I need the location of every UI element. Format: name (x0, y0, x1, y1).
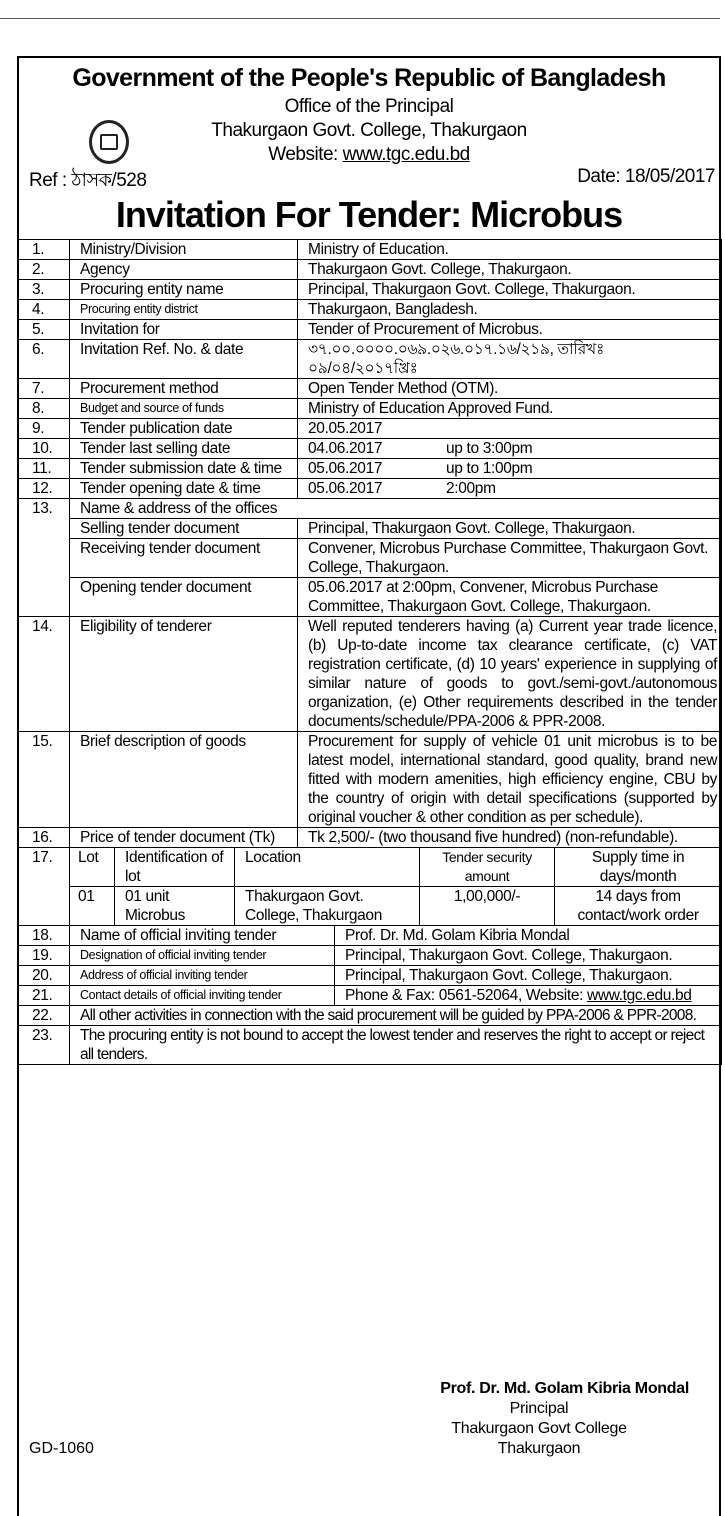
table-row (18, 459, 722, 479)
security-amount: 1,00,000/- (453, 888, 521, 905)
field-value: Thakurgaon, Bangladesh. (308, 301, 478, 318)
row-number: 19. (32, 947, 53, 964)
row-number: 8. (32, 400, 45, 417)
field-label: Invitation Ref. No. & date (80, 341, 244, 358)
field-label: Opening tender document (80, 579, 252, 596)
row-number: 6. (32, 341, 45, 358)
field-label: Invitation for (80, 321, 160, 338)
tender-notice (17, 56, 721, 1516)
field-label: Tender last selling date (80, 440, 231, 457)
row-number: 18. (32, 927, 53, 944)
top-divider (0, 18, 720, 19)
signatory-college: Thakurgaon Govt College (451, 1420, 627, 1437)
location-header: Location (245, 849, 301, 866)
row-number: 16. (32, 829, 53, 846)
field-label: Tender submission date & time (80, 460, 282, 477)
field-value: Well reputed tenderers having (a) Current year trade licence, (b) Up-to-date income tax clearance certificate, (c) VAT registration certificate, (d) 10 years' experience in supplying of similar nature of goods to govt./semi-govt./autonomous organization, (e) Other requirements described in the tender documents/schedule/PPA-2006 & PPR-2008. (308, 618, 718, 730)
table-row (18, 499, 722, 519)
supply-time: 14 days from contact/work order (577, 888, 699, 924)
field-label: Address of official inviting tender (80, 968, 248, 982)
signatory-place: Thakurgaon (497, 1440, 581, 1457)
table-row (18, 300, 722, 320)
row-number: 15. (32, 733, 53, 750)
clause-text: The procuring entity is not bound to accept the lowest tender and reserves the right to accept or reject all tenders. (80, 1027, 705, 1063)
table-row (18, 320, 722, 340)
field-value: Thakurgaon Govt. College, Thakurgaon. (308, 261, 572, 278)
row-number: 23. (32, 1027, 53, 1044)
row-number: 14. (32, 618, 53, 635)
lot-identification: 01 unit Microbus (125, 888, 186, 924)
field-label: Selling tender document (80, 520, 240, 537)
field-value: ৩৭.০০.০০০০.০৬৯.০২৬.০১৭.১৬/২১৯, তারিখঃ ০৯/০৪/২০১৭খ্রিঃ (308, 341, 605, 377)
table-row (18, 926, 722, 946)
supply-header: Supply time in days/month (591, 849, 685, 885)
field-value: Principal, Thakurgaon Govt. College, Thakurgaon. (308, 520, 636, 537)
table-row (18, 986, 722, 1006)
table-row (18, 379, 722, 399)
row-number: 13. (32, 500, 53, 517)
tender-table (17, 239, 722, 1065)
table-row (18, 260, 722, 280)
clause-text: All other activities in connection with the said procurement will be guided by PPA-2006 & PPR-2008. (80, 1007, 697, 1024)
field-value: Principal, Thakurgaon Govt. College, Thakurgaon. (308, 281, 636, 298)
field-value: 05.06.2017 (308, 460, 383, 477)
college-line: Thakurgaon Govt. College, Thakurgaon (211, 120, 527, 141)
field-value: Ministry of Education Approved Fund. (308, 400, 554, 417)
field-label: Ministry/Division (80, 241, 187, 258)
table-row (18, 617, 722, 732)
website-link[interactable]: www.tgc.edu.bd (342, 144, 470, 165)
website-link[interactable]: www.tgc.edu.bd (587, 987, 692, 1004)
field-value: Prof. Dr. Md. Golam Kibria Mondal (345, 927, 570, 944)
table-subrow (18, 539, 722, 578)
field-label: Agency (80, 261, 130, 278)
security-header: Tender security amount (442, 849, 532, 884)
field-label: Price of tender document (Tk) (80, 829, 275, 846)
field-label: Budget and source of funds (80, 401, 224, 415)
field-label: Tender opening date & time (80, 480, 261, 497)
field-value: 04.06.2017 (308, 440, 383, 457)
field-time: up to 1:00pm (446, 460, 533, 477)
field-value: Tender of Procurement of Microbus. (308, 321, 543, 338)
table-row (18, 479, 722, 499)
field-label: Brief description of goods (80, 733, 246, 750)
reference-number: Ref : ঠাসক/528 (29, 170, 147, 191)
identification-header: Identification of lot (125, 849, 224, 885)
field-value: 05.06.2017 at 2:00pm, Convener, Microbus Purchase Committee, Thakurgaon Govt. College, Thakurgaon. (308, 579, 658, 615)
signatory-name: Prof. Dr. Md. Golam Kibria Mondal (440, 1380, 689, 1397)
table-row (18, 419, 722, 439)
field-label: Contact details of official inviting tender (80, 988, 282, 1002)
field-label: Name & address of the offices (80, 500, 278, 517)
table-row (18, 828, 722, 848)
table-row (18, 340, 722, 379)
office-line: Office of the Principal (284, 96, 454, 117)
table-subrow (18, 519, 722, 539)
row-number: 4. (32, 301, 45, 318)
table-row (18, 280, 722, 300)
field-value: 05.06.2017 (308, 480, 383, 497)
field-label: Procuring entity name (80, 281, 224, 298)
table-row (18, 439, 722, 459)
table-row (18, 1006, 722, 1026)
field-label: Receiving tender document (80, 540, 260, 557)
table-row (18, 966, 722, 986)
row-number: 2. (32, 261, 45, 278)
row-number: 3. (32, 281, 45, 298)
lot-number: 01 (78, 888, 95, 905)
row-number: 17. (32, 849, 53, 866)
field-value: Procurement for supply of vehicle 01 unit microbus is to be latest model, international standard, good quality, brand new fitted with modern amenities, high efficiency engine, CBU by the country of origin with detail specifications (supported by original voucher & other condition as per schedule). (308, 733, 718, 826)
table-subrow (18, 578, 722, 617)
field-time: 2:00pm (446, 480, 496, 497)
notice-date: Date: 18/05/2017 (577, 166, 715, 187)
table-row (18, 732, 722, 828)
field-value: Principal, Thakurgaon Govt. College, Thakurgaon. (345, 947, 673, 964)
lot-row (18, 887, 722, 926)
signatory-designation: Principal (509, 1400, 569, 1417)
row-number: 7. (32, 380, 45, 397)
lot-header-row (18, 848, 722, 887)
row-number: 20. (32, 967, 53, 984)
field-label: Procurement method (80, 380, 219, 397)
field-time: up to 3:00pm (446, 440, 533, 457)
row-number: 12. (32, 480, 53, 497)
field-label: Designation of official inviting tender (80, 948, 267, 962)
field-value: Tk 2,500/- (two thousand five hundred) (non-refundable). (308, 829, 678, 846)
row-number: 22. (32, 1007, 53, 1024)
field-value: Phone & Fax: 0561-52064, Website: (345, 987, 588, 1004)
field-label: Name of official inviting tender (80, 927, 277, 944)
field-label: Tender publication date (80, 420, 233, 437)
notice-title: Invitation For Tender: Microbus (115, 194, 623, 235)
table-row (18, 946, 722, 966)
field-value: Principal, Thakurgaon Govt. College, Thakurgaon. (345, 967, 673, 984)
row-number: 21. (32, 987, 53, 1004)
field-value: 20.05.2017 (308, 420, 383, 437)
field-label: Procuring entity district (80, 302, 198, 316)
table-row (18, 1026, 722, 1065)
field-value: Open Tender Method (OTM). (308, 380, 498, 397)
row-number: 1. (32, 241, 45, 258)
website-label: Website: (268, 144, 343, 165)
lot-header: Lot (78, 849, 99, 866)
lot-location: Thakurgaon Govt. College, Thakurgaon (245, 888, 382, 924)
website-line (19, 144, 719, 166)
table-row (18, 240, 722, 260)
government-heading: Government of the People's Republic of Bangladesh (72, 64, 666, 92)
row-number: 10. (32, 440, 53, 457)
field-value: Convener, Microbus Purchase Committee, Thakurgaon Govt. College, Thakurgaon. (308, 540, 709, 576)
field-value: Ministry of Education. (308, 241, 449, 258)
table-row (18, 399, 722, 419)
row-number: 5. (32, 321, 45, 338)
gd-code: GD-1060 (29, 1440, 94, 1457)
row-number: 9. (32, 420, 45, 437)
field-label: Eligibility of tenderer (80, 618, 212, 635)
row-number: 11. (32, 460, 52, 477)
